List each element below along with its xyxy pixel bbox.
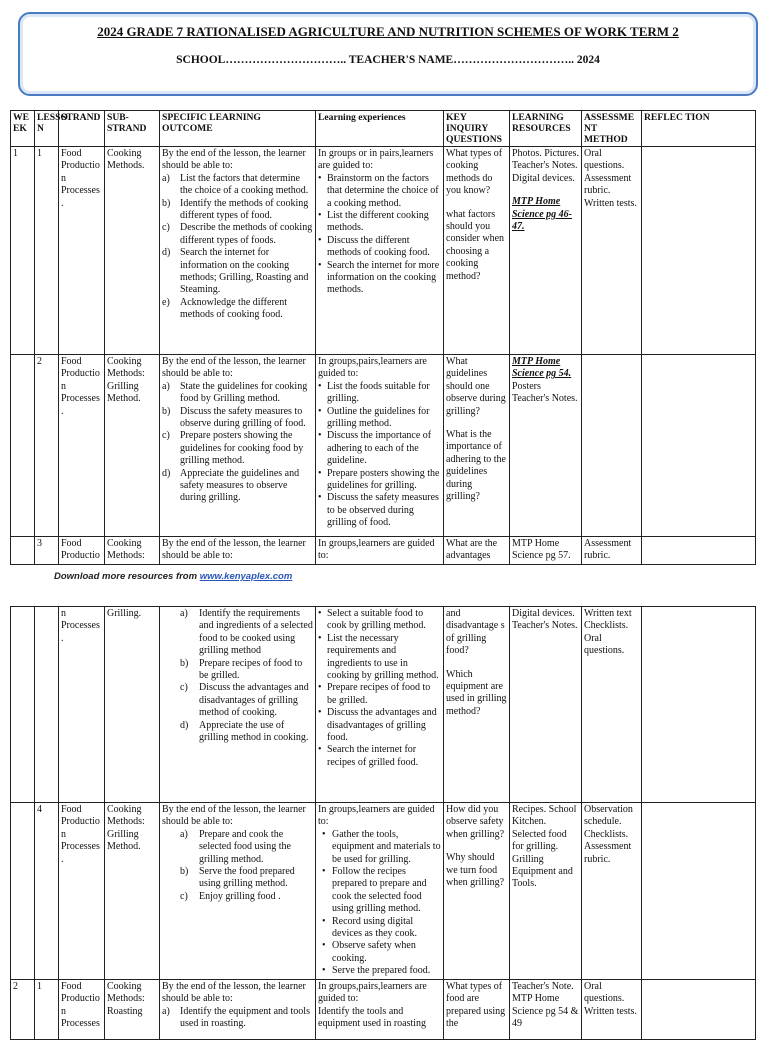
- kiq-cell: What are the advantages: [444, 537, 510, 565]
- resources-text: Photos. Pictures. Teacher's Notes. Digital devices.: [512, 148, 579, 184]
- le-intro: In groups,pairs,learners are guided to:: [318, 980, 427, 1005]
- slo-cell: [160, 979, 316, 1039]
- col-learning-experiences: Learning experiences: [316, 111, 444, 147]
- sub-strand-cell: Cooking Methods: Grilling Method.: [105, 803, 160, 980]
- table-row: [11, 803, 756, 980]
- col-specific-learning-outcome: SPECIFIC LEARNING OUTCOME: [160, 111, 316, 147]
- le-item: • List the necessary requirements and ingredients to use in cooking by grilling method.: [318, 633, 441, 683]
- slo-intro: By the end of the lesson, the learner should be able to:: [162, 356, 306, 380]
- lesson-cell: 4: [35, 803, 59, 980]
- slo-item: a) Prepare and cook the selected food using the grilling method.: [180, 828, 291, 865]
- sub-strand-cell: Cooking Methods: Roasting: [105, 979, 160, 1039]
- slo-item: a) List the factors that determine the choice of a cooking method.: [162, 172, 309, 197]
- slo-list: [162, 608, 313, 744]
- reflection-cell: [642, 355, 756, 537]
- week-cell: 2: [11, 979, 35, 1039]
- slo-item: d) Search the internet for information on the cooking methods; Grilling, Roasting and Steaming.: [162, 247, 309, 296]
- slo-item: c) Enjoy grilling food .: [180, 890, 281, 902]
- slo-intro: By the end of the lesson, the learner should be able to:: [162, 804, 306, 828]
- col-assessment-method: ASSESSME NT METHOD: [582, 111, 642, 147]
- slo-item: b) Prepare recipes of food to be grilled.: [180, 657, 303, 682]
- assessment-cell: Written text Checklists. Oral questions.: [582, 607, 642, 803]
- sub-strand-cell: Cooking Methods:: [105, 537, 160, 565]
- reflection-cell: [642, 803, 756, 980]
- le-item: • Observe safety when cooking.: [318, 940, 441, 965]
- le-item: • Brainstorm on the factors that determine the choice of a cooking method.: [318, 173, 441, 210]
- kiq-cell: [444, 147, 510, 355]
- slo-intro: By the end of the lesson, the learner should be able to:: [162, 980, 306, 1005]
- learning-experiences-cell: [316, 355, 444, 537]
- table-row: [11, 355, 756, 537]
- slo-item: b) Serve the food prepared using grilling method.: [180, 866, 295, 890]
- strand-cell: Food Productio: [59, 537, 105, 565]
- assessment-cell: Observation schedule. Checklists. Assessment rubric.: [582, 803, 642, 980]
- le-intro: In groups,learners are guided to:: [318, 804, 435, 828]
- textbook-reference: MTP Home Science pg 54.: [512, 356, 572, 380]
- learning-experiences-cell: [316, 147, 444, 355]
- le-item: • Search the internet for more information on the cooking methods.: [318, 260, 441, 297]
- le-item: • Select a suitable food to cook by grilling method.: [318, 608, 441, 633]
- textbook-reference: MTP Home Science pg 46-47.: [512, 196, 572, 233]
- document-header: [18, 12, 758, 96]
- table-row: [11, 537, 756, 565]
- sub-strand-cell: Grilling.: [105, 607, 160, 803]
- slo-cell: [160, 607, 316, 803]
- resources-cell: Recipes. School Kitchen. Selected food for grilling. Grilling Equipment and Tools.: [510, 803, 582, 980]
- kiq-item: Which equipment are used in grilling method?: [446, 668, 507, 717]
- week-cell: 1: [11, 147, 35, 355]
- lesson-cell: 2: [35, 355, 59, 537]
- le-list: [318, 381, 441, 530]
- page-title: 2024 GRADE 7 RATIONALISED AGRICULTURE AND NUTRITION SCHEMES OF WORK TERM 2: [97, 24, 679, 39]
- slo-item: e) Acknowledge the different methods of cooking food.: [162, 296, 287, 321]
- le-list: [318, 173, 441, 297]
- sub-strand-cell: Cooking Methods: Grilling Method.: [105, 355, 160, 537]
- table-row: [11, 979, 756, 1039]
- col-learning-resources: LEARNING RESOURCES: [510, 111, 582, 147]
- table-row: [11, 147, 756, 355]
- strand-cell: Food Productio n Processes .: [59, 147, 105, 355]
- kiq-item: What is the importance of adhering to the guidelines during grilling?: [446, 429, 506, 503]
- week-cell: [11, 537, 35, 565]
- kiq-item: and disadvantage s of grilling food?: [446, 608, 505, 657]
- slo-cell: By the end of the lesson, the learner should be able to:: [160, 537, 316, 565]
- scheme-table-page-2: [10, 606, 756, 1040]
- table-row: [11, 607, 756, 803]
- le-item: • List the foods suitable for grilling.: [318, 381, 441, 406]
- scheme-table-page-1: [10, 110, 756, 565]
- week-cell: [11, 355, 35, 537]
- slo-item: c) Discuss the advantages and disadvantages of grilling method of cooking.: [180, 682, 309, 719]
- slo-list: [162, 381, 313, 505]
- col-sub-strand: SUB-STRAND: [105, 111, 160, 147]
- slo-list: [162, 829, 313, 903]
- kiq-cell: [444, 803, 510, 980]
- le-item: • List the different cooking methods.: [318, 210, 441, 235]
- le-intro: In groups or in pairs,learners are guided to:: [318, 148, 434, 172]
- slo-item: a) Identify the requirements and ingredients of a selected food to be cooked using grilling method: [180, 608, 313, 657]
- slo-list: [162, 1006, 313, 1031]
- resources-cell: Digital devices. Teacher's Notes.: [510, 607, 582, 803]
- assessment-cell: Assessment rubric.: [582, 537, 642, 565]
- resources-cell: [510, 147, 582, 355]
- footer-link[interactable]: www.kenyaplex.com: [199, 571, 293, 582]
- col-key-inquiry-questions: KEY INQUIRY QUESTIONS: [444, 111, 510, 147]
- le-list: [318, 829, 441, 978]
- resources-cell: [510, 355, 582, 537]
- lesson-cell: [35, 607, 59, 803]
- col-week: WE EK: [11, 111, 35, 147]
- le-item: • Gather the tools, equipment and materials to be used for grilling.: [318, 829, 441, 866]
- footer-text: Download more resources from: [54, 571, 198, 582]
- le-item: • Serve the prepared food.: [318, 965, 441, 977]
- resources-cell: Teacher's Note. MTP Home Science pg 54 & 49: [510, 979, 582, 1039]
- kiq-item: How did you observe safety when grilling?: [446, 804, 505, 840]
- le-text: Identify the tools and equipment used in roasting: [318, 1005, 427, 1029]
- slo-item: d) Appreciate the guidelines and safety measures to observe during grilling.: [162, 467, 300, 504]
- kiq-item: Why should we turn food when grilling?: [446, 852, 505, 889]
- learning-experiences-cell: In groups,learners are guided to:: [316, 537, 444, 565]
- download-footer: [54, 571, 292, 582]
- col-reflection: REFLEC TION: [642, 111, 756, 147]
- sub-strand-cell: Cooking Methods.: [105, 147, 160, 355]
- kiq-item: What guidelines should one observe during grilling?: [446, 356, 506, 417]
- reflection-cell: [642, 979, 756, 1039]
- slo-cell: [160, 355, 316, 537]
- reflection-cell: [642, 607, 756, 803]
- col-lesson: LESSO N: [35, 111, 59, 147]
- le-item: • Follow the recipes prepared to prepare and cook the selected food using grilling method.: [318, 866, 441, 916]
- le-intro: In groups,pairs,learners are guided to:: [318, 356, 427, 380]
- kiq-item: What types of cooking methods do you know?: [446, 148, 503, 197]
- kiq-item: what factors should you consider when choosing a cooking method?: [446, 208, 505, 282]
- le-item: • Discuss the different methods of cooking food.: [318, 235, 441, 260]
- assessment-cell: Oral questions. Written tests.: [582, 979, 642, 1039]
- strand-cell: Food Productio n Processes .: [59, 803, 105, 980]
- learning-experiences-cell: [316, 803, 444, 980]
- assessment-cell: [582, 355, 642, 537]
- resources-text: Posters Teacher's Notes.: [512, 380, 578, 405]
- le-item: • Prepare recipes of food to be grilled.: [318, 682, 441, 707]
- reflection-cell: [642, 537, 756, 565]
- slo-cell: [160, 147, 316, 355]
- assessment-cell: Oral questions. Assessment rubric. Written tests.: [582, 147, 642, 355]
- strand-cell: Food Productio n Processes: [59, 979, 105, 1039]
- resources-cell: MTP Home Science pg 57.: [510, 537, 582, 565]
- school-teacher-line: SCHOOL………………………….. TEACHER'S NAME………………………….. 2024: [176, 54, 600, 66]
- slo-item: c) Prepare posters showing the guidelines for cooking food by grilling method.: [162, 430, 304, 467]
- slo-item: b) Identify the methods of cooking different types of food.: [162, 197, 309, 222]
- slo-item: c) Describe the methods of cooking different types of foods.: [162, 222, 313, 246]
- slo-item: b) Discuss the safety measures to observe during grilling of food.: [162, 405, 306, 430]
- le-item: • Search the internet for recipes of grilled food.: [318, 744, 441, 769]
- kiq-cell: What types of food are prepared using the: [444, 979, 510, 1039]
- slo-item: a) State the guidelines for cooking food by Grilling method.: [162, 380, 308, 405]
- le-item: • Discuss the importance of adhering to each of the guideline.: [318, 430, 441, 467]
- le-item: • Outline the guidelines for grilling method.: [318, 406, 441, 431]
- le-item: • Discuss the advantages and disadvantages of grilling food.: [318, 707, 441, 744]
- slo-item: d) Appreciate the use of grilling method in cooking.: [180, 719, 309, 744]
- slo-list: [162, 173, 313, 322]
- learning-experiences-cell: [316, 607, 444, 803]
- learning-experiences-cell: [316, 979, 444, 1039]
- week-cell: [11, 803, 35, 980]
- col-strand: STRAND: [59, 111, 105, 147]
- slo-item: a) Identify the equipment and tools used in roasting.: [162, 1005, 310, 1029]
- le-item: • Discuss the safety measures to be observed during grilling of food.: [318, 492, 441, 529]
- le-item: • Record using digital devices as they cook.: [318, 916, 441, 941]
- reflection-cell: [642, 147, 756, 355]
- week-cell: [11, 607, 35, 803]
- slo-intro: By the end of the lesson, the learner should be able to:: [162, 148, 306, 172]
- table-header-row: [11, 111, 756, 147]
- slo-cell: [160, 803, 316, 980]
- strand-cell: n Processes .: [59, 607, 105, 803]
- kiq-cell: [444, 607, 510, 803]
- le-list: [318, 608, 441, 769]
- strand-cell: Food Productio n Processes .: [59, 355, 105, 537]
- le-item: • Prepare posters showing the guidelines for grilling.: [318, 468, 441, 493]
- lesson-cell: 3: [35, 537, 59, 565]
- lesson-cell: 1: [35, 147, 59, 355]
- kiq-cell: [444, 355, 510, 537]
- lesson-cell: 1: [35, 979, 59, 1039]
